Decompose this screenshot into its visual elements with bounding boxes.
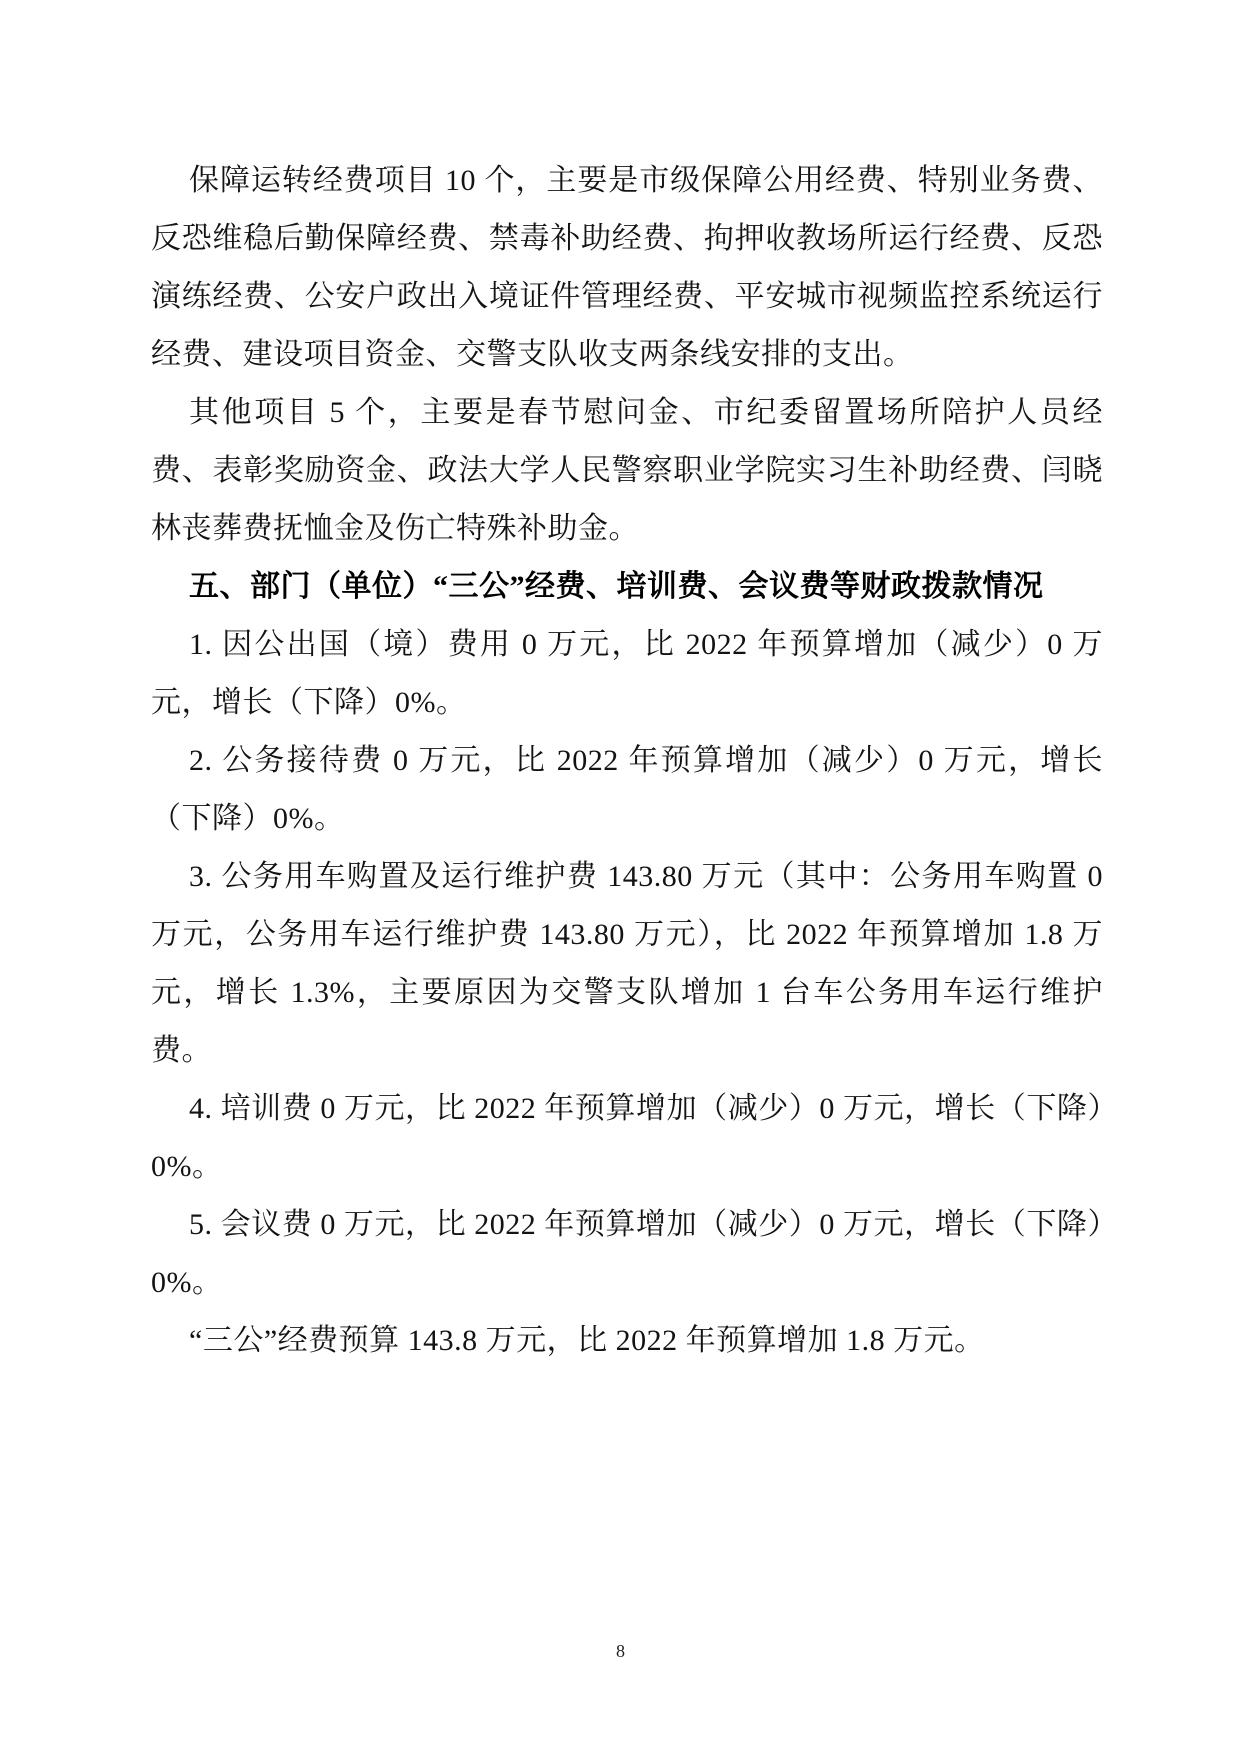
document-body	[151, 152, 1103, 1370]
section-heading-three-public-expenses: 五、部门（单位）“三公”经费、培训费、会议费等财政拨款情况	[189, 570, 1044, 603]
body-paragraph-item-4-training: 4. 培训费 0 万元，比 2022 年预算增加（减少）0 万元，增长（下降）0%。	[151, 1092, 1103, 1183]
body-paragraph-item-1-overseas-trips: 1. 因公出国（境）费用 0 万元，比 2022 年预算增加（减少）0 万元，增长（下降）0%。	[151, 628, 1103, 719]
body-paragraph-item-3-official-vehicles: 3. 公务用车购置及运行维护费 143.80 万元（其中：公务用车购置 0 万元，公务用车运行维护费 143.80 万元），比 2022 年预算增加 1.8 万元，增长 1.3%，主要原因为交警支队增加 1 台车公务用车运行维护费。	[151, 860, 1103, 1067]
body-paragraph-three-public-total: “三公”经费预算 143.8 万元，比 2022 年预算增加 1.8 万元。	[189, 1324, 985, 1357]
body-paragraph-operations-funding: 保障运转经费项目 10 个，主要是市级保障公用经费、特别业务费、反恐维稳后勤保障经费、禁毒补助经费、拘押收教场所运行经费、反恐演练经费、公安户政出入境证件管理经费、平安城市视频监控系统运行经费、建设项目资金、交警支队收支两条线安排的支出。	[151, 164, 1103, 371]
body-paragraph-item-2-official-reception: 2. 公务接待费 0 万元，比 2022 年预算增加（减少）0 万元，增长（下降）0%。	[151, 744, 1103, 835]
body-paragraph-other-projects: 其他项目 5 个，主要是春节慰问金、市纪委留置场所陪护人员经费、表彰奖励资金、政法大学人民警察职业学院实习生补助经费、闫晓林丧葬费抚恤金及伤亡特殊补助金。	[151, 396, 1103, 545]
body-paragraph-item-5-meetings: 5. 会议费 0 万元，比 2022 年预算增加（减少）0 万元，增长（下降）0%。	[151, 1208, 1103, 1299]
page-number: 8	[616, 1641, 625, 1661]
